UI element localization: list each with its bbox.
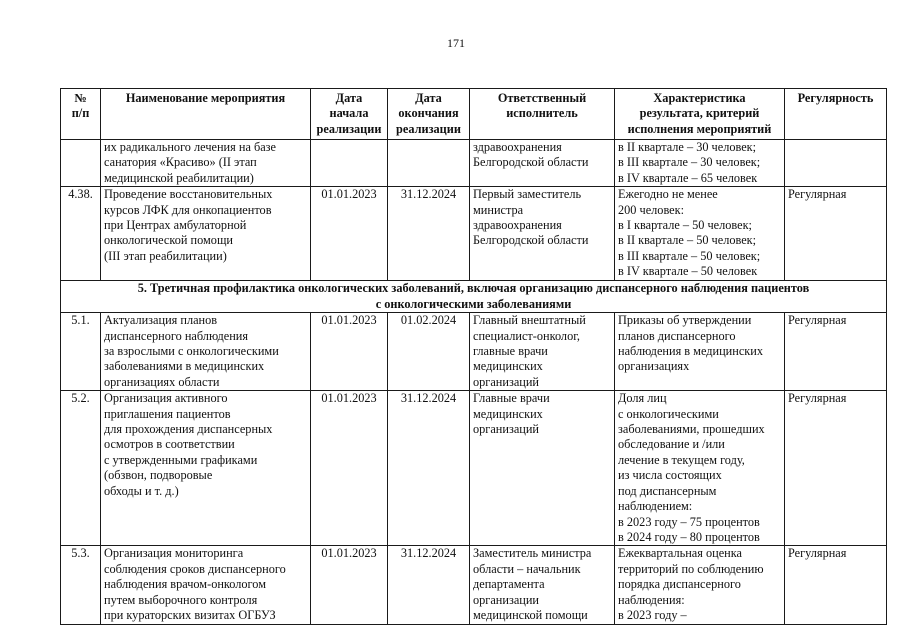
row-start-date: 01.01.2023 (311, 187, 388, 281)
row-regularity (785, 140, 887, 187)
row-number (61, 140, 101, 187)
row-start-date: 01.01.2023 (311, 313, 388, 391)
row-regularity: Регулярная (785, 546, 887, 625)
row-result: Ежегодно не менее 200 человек: в I квартале – 50 человек; в II квартале – 50 человек; в III квартале – 50 человек; в IV квартале – 50 человек (615, 187, 785, 281)
row-name: их радикального лечения на базе санатория «Красиво» (II этап медицинской реабилитации) (101, 140, 311, 187)
table-row (61, 546, 887, 625)
table-row (61, 140, 887, 187)
row-end-date: 31.12.2024 (388, 546, 470, 625)
row-number: 5.3. (61, 546, 101, 625)
row-name: Проведение восстановительных курсов ЛФК для онкопациентов при Центрах амбулаторной онкологической помощи (III этап реабилитации) (101, 187, 311, 281)
col-header-end-date: Дата окончания реализации (388, 89, 470, 140)
col-header-start-date: Дата начала реализации (311, 89, 388, 140)
table-row (61, 313, 887, 391)
table-header-row (61, 89, 887, 140)
row-regularity: Регулярная (785, 391, 887, 546)
row-responsible: Главный внештатный специалист-онколог, главные врачи медицинских организаций (470, 313, 615, 391)
row-start-date (311, 140, 388, 187)
row-name: Актуализация планов диспансерного наблюдения за взрослыми с онкологическими заболеваниями в медицинских организациях области (101, 313, 311, 391)
col-header-responsible: Ответственный исполнитель (470, 89, 615, 140)
row-name: Организация мониторинга соблюдения сроков диспансерного наблюдения врачом-онкологом путем выборочного контроля при кураторских визитах ОГБУЗ (101, 546, 311, 625)
row-number: 5.2. (61, 391, 101, 546)
table-row (61, 187, 887, 281)
col-header-result: Характеристика результата, критерий исполнения мероприятий (615, 89, 785, 140)
row-end-date: 31.12.2024 (388, 391, 470, 546)
row-regularity: Регулярная (785, 313, 887, 391)
measures-table (60, 88, 887, 625)
page-number: 171 (447, 36, 465, 50)
row-responsible: Главные врачи медицинских организаций (470, 391, 615, 546)
row-result: Приказы об утверждении планов диспансерного наблюдения в медицинских организациях (615, 313, 785, 391)
col-header-number: № п/п (61, 89, 101, 140)
row-responsible: здравоохранения Белгородской области (470, 140, 615, 187)
table-row (61, 391, 887, 546)
row-start-date: 01.01.2023 (311, 546, 388, 625)
row-regularity: Регулярная (785, 187, 887, 281)
row-result: в II квартале – 30 человек; в III квартале – 30 человек; в IV квартале – 65 человек (615, 140, 785, 187)
col-header-name: Наименование мероприятия (101, 89, 311, 140)
section-title: 5. Третичная профилактика онкологических заболеваний, включая организацию диспансерного наблюдения пациентов с онкологическими заболеваниями (61, 281, 887, 313)
col-header-regularity: Регулярность (785, 89, 887, 140)
row-responsible: Первый заместитель министра здравоохранения Белгородской области (470, 187, 615, 281)
row-name: Организация активного приглашения пациентов для прохождения диспансерных осмотров в соответствии с утвержденными графиками (обзвон, подворовые обходы и т. д.) (101, 391, 311, 546)
row-result: Доля лиц с онкологическими заболеваниями, прошедших обследование и /или лечение в текущем году, из числа состоящих под диспансерным наблюдением: в 2023 году – 75 процентов в 2024 году – 80 процентов (615, 391, 785, 546)
row-end-date: 31.12.2024 (388, 187, 470, 281)
row-end-date (388, 140, 470, 187)
row-end-date: 01.02.2024 (388, 313, 470, 391)
row-number: 5.1. (61, 313, 101, 391)
row-responsible: Заместитель министра области – начальник департамента организации медицинской помощи (470, 546, 615, 625)
row-result: Ежеквартальная оценка территорий по соблюдению порядка диспансерного наблюдения: в 2023 году – (615, 546, 785, 625)
row-start-date: 01.01.2023 (311, 391, 388, 546)
section-row (61, 281, 887, 313)
row-number: 4.38. (61, 187, 101, 281)
